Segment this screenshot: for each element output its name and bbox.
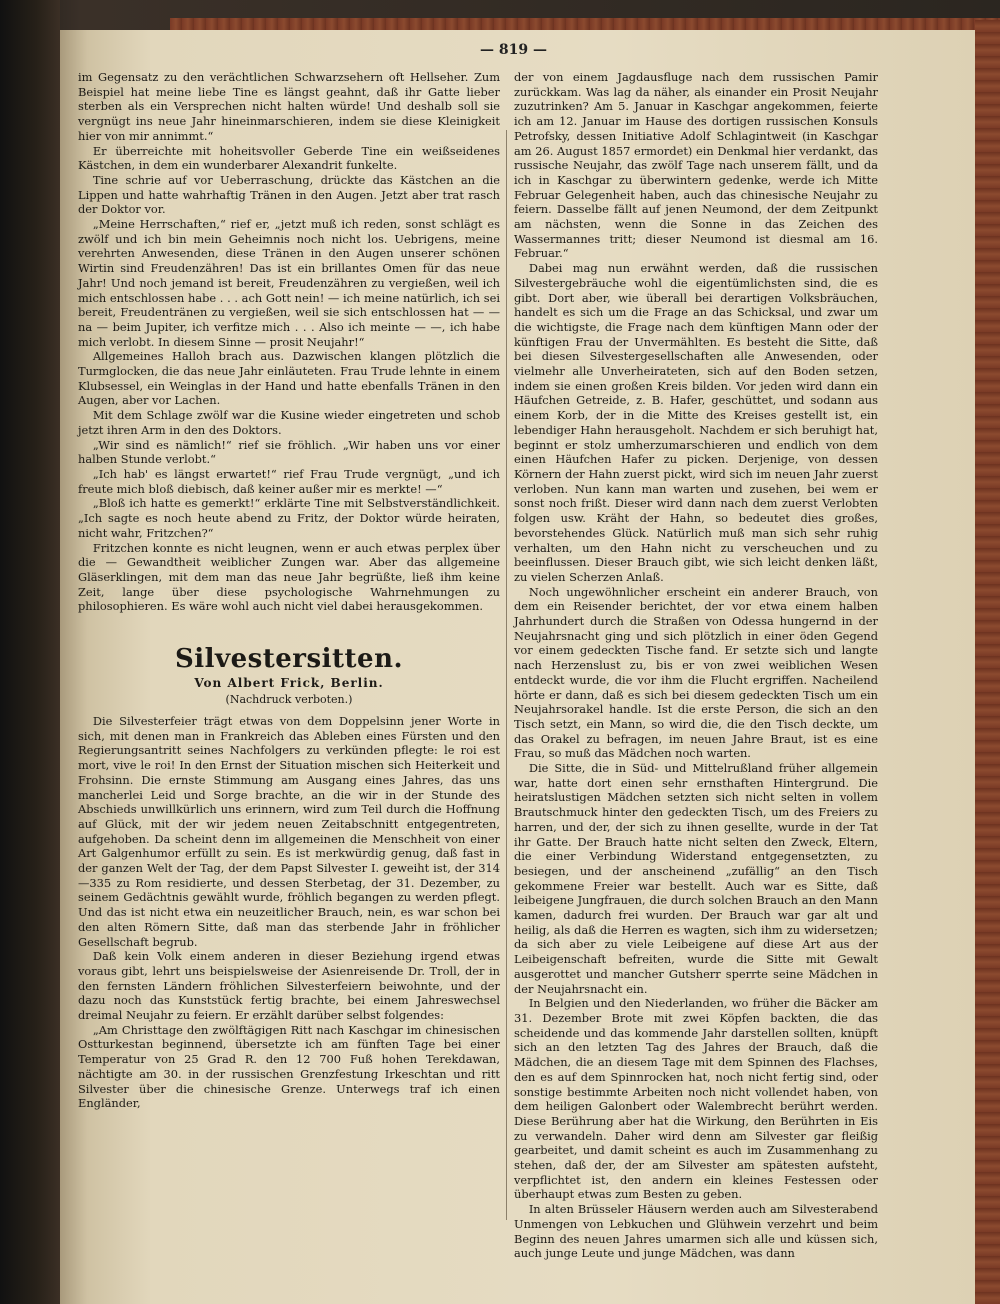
paragraph: „Wir sind es nämlich!“ rief sie fröhlich. „Wir haben uns vor einer halben Stunde verlobt.“ <box>78 437 500 467</box>
left-column <box>78 70 500 1230</box>
paragraph: Die Silvesterfeier trägt etwas von dem Doppelsinn jener Worte in sich, mit denen man in Frankreich das Ableben eines Fürsten und den Regierungsantritt seines Nachfolgers zu verkünden pflegte: le roi est mort, vive le roi! In den Ernst der Situation mischen sich Heiterkeit und Frohsinn. Die ernste Stimmung am Ausgang eines Jahres, das uns mancherlei Leid und Sorge brachte, an die wir in der Stunde des Abschieds unwillkürlich uns erinnern, wird zum Teil durch die Hoffnung auf Glück, mit der wir jedem neuen Zeitabschnitt entgegentreten, aufgehoben. Da scheint denn im allgemeinen die Menschheit von einer Art Galgenhumor erfüllt zu sein. Es ist merkwürdig genug, daß fast in der ganzen Welt der Tag, der dem Papst Silvester I. geweiht ist, der 314—335 zu Rom residierte, und dessen Sterbetag, der 31. Dezember, zu seinem Gedächtnis gewählt wurde, fröhlich begangen zu werden pflegt. Und das ist nicht etwa ein neuzeitlicher Brauch, nein, es war schon bei den alten Römern Sitte, daß man das sterbende Jahr in fröhlicher Gesellschaft begrub. <box>78 714 500 949</box>
article-body-start <box>78 714 500 1111</box>
right-column <box>514 70 878 1261</box>
reprint-note: (Nachdruck verboten.) <box>225 693 353 707</box>
article-byline: Von Albert Frick, Berlin. <box>194 676 384 691</box>
paragraph: „Am Christtage den zwölftägigen Ritt nach Kaschgar im chinesischen Ostturkestan beginnend, übersetzte ich am fünften Tage bei einer Temperatur von 25 Grad R. den 12 700 Fuß hohen Terekdawan, nächtigte am 30. in der russischen Grenzfestung Irkeschtan und ritt Silvester über die chinesische Grenze. Unterwegs traf ich einen Engländer, <box>78 1022 500 1111</box>
paragraph: Fritzchen konnte es nicht leugnen, wenn er auch etwas perplex über die — Gewandtheit weiblicher Zungen war. Aber das allgemeine Gläserklingen, mit dem man das neue Jahr begrüßte, ließ ihm keine Zeit, lange über diese psychologische Wahrnehmungen zu philosophieren. Es wäre wohl auch nicht viel dabei herausgekommen. <box>78 540 500 614</box>
paragraph: „Ich hab' es längst erwartet!“ rief Frau Trude vergnügt, „und ich freute mich bloß diebisch, daß keiner außer mir es merkte! —“ <box>78 466 500 496</box>
paragraph: „Bloß ich hatte es gemerkt!“ erklärte Tine mit Selbstverständlichkeit. „Ich sagte es noch heute abend zu Fritz, der Doktor würde heiraten, nicht wahr, Fritzchen?“ <box>78 496 500 540</box>
book-cover-edge-right <box>975 20 1000 1304</box>
paragraph: In Belgien und den Niederlanden, wo früher die Bäcker am 31. Dezember Brote mit zwei Köpfen backten, die das scheidende und das kommende Jahr darstellen sollten, knüpft sich an den letzten Tag des Jahres der Brauch, daß die Mädchen, die an diesem Tage mit dem Spinnen des Flachses, den es auf dem Spinnrocken hat, noch nicht fertig sind, oder sonstige bestimmte Arbeiten noch nicht vollendet haben, von dem heiligen Galonbert oder Walembrecht berührt werden. Diese Berührung aber hat die Wirkung, den Berührten in Eis zu verwandeln. Daher wird denn am Silvester gar fleißig gearbeitet, und damit scheint es auch im Zusammenhang zu stehen, daß der, der am Silvester am spätesten aufsteht, verpflichtet ist, den andern ein kleines Festessen oder überhaupt etwas zum Besten zu geben. <box>514 996 878 1202</box>
paragraph: Er überreichte mit hoheitsvoller Geberde Tine ein weißseidenes Kästchen, in dem ein wunderbarer Alexandrit funkelte. <box>78 143 500 173</box>
paragraph: Noch ungewöhnlicher erscheint ein anderer Brauch, von dem ein Reisender berichtet, der vor etwa einem halben Jahrhundert durch die Straßen von Odessa hungernd in der Neujahrsnacht ging und sich plötzlich in einer öden Gegend vor einem gedeckten Tische fand. Er setzte sich und langte nach Herzenslust zu, bis er von zwei weiblichen Wesen entdeckt wurde, die vor ihm die Flucht ergriffen. Nacheilend hörte er dann, daß es sich bei diesem gedeckten Tisch um ein Neujahrsorakel handle. Ist die erste Person, die sich an den Tisch setzt, ein Mann, so wird die, die den Tisch deckte, um das Orakel zu befragen, im neuen Jahre Braut, ist es eine Frau, so muß das Mädchen noch warten. <box>514 584 878 761</box>
story-continuation <box>78 70 500 614</box>
book-spine-shadow <box>0 0 60 1304</box>
page-number: — 819 — <box>480 42 547 58</box>
paragraph: Allgemeines Halloh brach aus. Dazwischen klangen plötzlich die Turmglocken, die das neue Jahr einläuteten. Frau Trude lehnte in einem Klubsessel, ein Weinglas in der Hand und hatte ebenfalls Tränen in den Augen, aber vor Lachen. <box>78 349 500 408</box>
paragraph: In alten Brüsseler Häusern werden auch am Silvesterabend Unmengen von Lebkuchen und Glühwein verzehrt und beim Beginn des neuen Jahres umarmen sich alle und küssen sich, auch junge Leute und junge Mädchen, was dann <box>514 1202 878 1261</box>
paragraph: „Meine Herrschaften,“ rief er, „jetzt muß ich reden, sonst schlägt es zwölf und ich bin mein Geheimnis noch nicht los. Uebrigens, meine verehrten Anwesenden, diese Tränen in den Augen unserer schönen Wirtin sind Freudenzähren! Das ist ein brillantes Omen für das neue Jahr! Und noch jemand ist bereit, Freudenzähren zu vergießen, weil ich mich entschlossen habe . . . ach Gott nein! — ich meine natürlich, ich sei bereit, Freudentränen zu vergießen, weil sie sich entschlossen hat — — na — beim Jupiter, ich verfitze mich . . . Also ich meinte — —, ich habe mich verlobt. In diesem Sinne — prosit Neujahr!“ <box>78 217 500 349</box>
article-header <box>78 644 500 708</box>
article-title: Silvestersitten. <box>174 644 404 675</box>
paragraph: Die Sitte, die in Süd- und Mittelrußland früher allgemein war, hatte dort einen sehr ernsthaften Hintergrund. Die heiratslustigen Mädchen setzten sich nicht selten in vollem Brautschmuck hinter den gedeckten Tisch, um des Freiers zu harren, und der, der sich zu ihnen gesellte, wurde in der Tat ihr Gatte. Der Brauch hatte nicht selten den Zweck, Eltern, die einer Verbindung Widerstand entgegensetzten, zu besiegen, und der anscheinend „zufällig“ an den Tisch gekommene Freier war bestellt. Auch war es Sitte, daß leibeigene Jungfrauen, die durch solchen Brauch an den Mann kamen, dadurch frei wurden. Der Brauch war gar alt und heilig, als daß die Herren es wagten, sich ihm zu widersetzen; da sich aber zu viele Leibeigene auf diese Art aus der Leibeigenschaft befreiten, wurde die Sitte mit Gewalt ausgerottet und mancher Gutsherr sperrte seine Mädchen in der Neujahrsnacht ein. <box>514 761 878 996</box>
paragraph: Daß kein Volk einem anderen in dieser Beziehung irgend etwas voraus gibt, lehrt uns beispielsweise der Asienreisende Dr. Troll, der in den fernsten Ländern fröhlichen Silvesterfeiern beiwohnte, und der dazu noch das Kunststück fertig brachte, bei einem Jahreswechsel dreimal Neujahr zu feiern. Er erzählt darüber selbst folgendes: <box>78 949 500 1023</box>
paragraph: Tine schrie auf vor Ueberraschung, drückte das Kästchen an die Lippen und hatte wahrhaftig Tränen in den Augen. Jetzt aber trat rasch der Doktor vor. <box>78 172 500 217</box>
paragraph: im Gegensatz zu den verächtlichen Schwarzsehern oft Hellseher. Zum Beispiel hat meine liebe Tine es längst geahnt, daß ihr Gatte lieber sterben als ein Versprechen nicht halten würde! Und deshalb soll sie vergnügt ins neue Jahr hineinmarschieren, indem sie diese Kleinigkeit hier von mir annimmt.“ <box>78 70 500 143</box>
paragraph: Dabei mag nun erwähnt werden, daß die russischen Silvestergebräuche wohl die eigentümlichsten sind, die es gibt. Dort aber, wie überall bei derartigen Volksbräuchen, handelt es sich um die Frage an das Schicksal, und zwar um die wichtigste, die Frage nach dem künftigen Mann oder der künftigen Frau der Unvermählten. Es besteht die Sitte, daß bei diesen Silvestergesellschaften alle Anwesenden, oder vielmehr alle Unverheirateten, sich auf den Boden setzen, indem sie einen großen Kreis bilden. Vor jeden wird dann ein Häufchen Getreide, z. B. Hafer, geschüttet, und sodann aus einem Korb, der in die Mitte des Kreises gestellt ist, ein lebendiger Hahn herausgeholt. Nachdem er sich beruhigt hat, beginnt er stolz umherzumarschieren und endlich von dem einen Häufchen Hafer zu picken. Derjenige, von dessen Körnern der Hahn zuerst pickt, wird sich im neuen Jahr zuerst verloben. Nun kann man warten und zusehen, bei wem er sonst noch frißt. Dieser wird dann nach dem zuerst Verlobten folgen usw. Kräht der Hahn, so bedeutet dies großes, bevorstehendes Glück. Natürlich muß man sich sehr ruhig verhalten, um den Hahn nicht zu verscheuchen und zu beeinflussen. Dieser Brauch gibt, wie sich leicht denken läßt, zu vielen Scherzen Anlaß. <box>514 261 878 584</box>
column-divider <box>506 130 507 1220</box>
paragraph: Mit dem Schlage zwölf war die Kusine wieder eingetreten und schob jetzt ihren Arm in den des Doktors. <box>78 408 500 437</box>
paragraph: der von einem Jagdausfluge nach dem russischen Pamir zurückkam. Was lag da näher, als einander ein Prosit Neujahr zuzutrinken? Am 5. Januar in Kaschgar angekommen, feierte ich am 12. Januar im Hause des dortigen russischen Konsuls Petrofsky, dessen Initiative Adolf Schlagintweit (in Kaschgar am 26. August 1857 ermordet) ein Denkmal hier verdankt, das russische Neujahr, das zwölf Tage nach unserem fällt, und da ich in Kaschgar zu überwintern gedenke, werde ich Mitte Februar Gelegenheit haben, auch das chinesische Neujahr zu feiern. Dasselbe fällt auf jenen Neumond, der dem Zeitpunkt am nächsten, wenn die Sonne in das Zeichen des Wassermannes tritt; dieser Neumond ist diesmal am 16. Februar.“ <box>514 70 878 261</box>
